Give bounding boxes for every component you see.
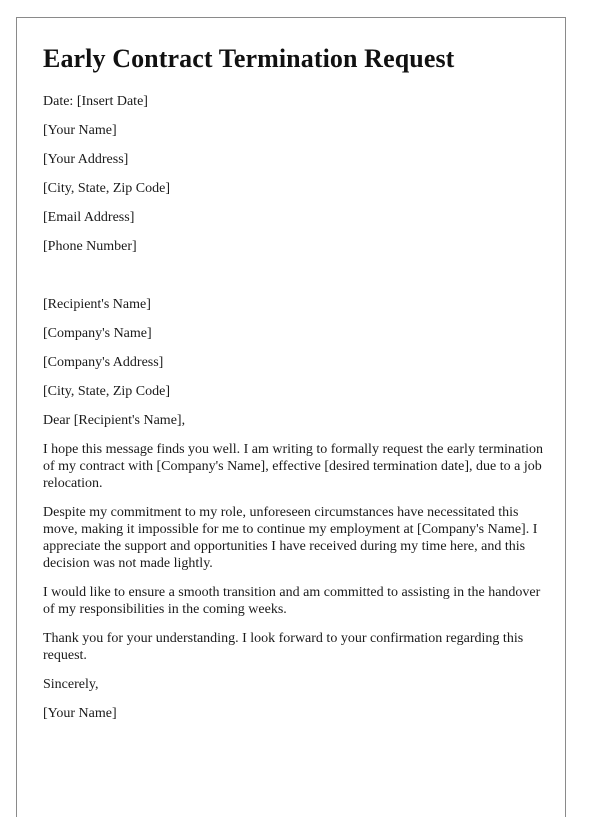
recipient-company-address: [Company's Address] — [43, 355, 164, 370]
closing: Sincerely, — [43, 677, 99, 692]
letter-page — [16, 17, 566, 817]
letter-body — [43, 441, 543, 664]
recipient-name: [Recipient's Name] — [43, 297, 151, 312]
letter-content — [43, 42, 543, 734]
body-paragraph-2: Despite my commitment to my role, unforeseen circumstances have necessitated this move, making it impossible for me to continue my employment at [Company's Name]. I appreciate the support and opportunities I have received during my time here, and this decision was not made lightly. — [43, 505, 538, 571]
body-paragraph-4: Thank you for your understanding. I look forward to your confirmation regarding this request. — [43, 631, 524, 663]
body-paragraph-3: I would like to ensure a smooth transition and am committed to assisting in the handover of my responsibilities in the coming weeks. — [43, 585, 541, 617]
date-line: Date: [Insert Date] — [43, 94, 148, 109]
spacer — [43, 267, 543, 296]
salutation: Dear [Recipient's Name], — [43, 413, 186, 428]
recipient-company: [Company's Name] — [43, 326, 152, 341]
body-paragraph-1: I hope this message finds you well. I am writing to formally request the early termination of my contract with [Company's Name], effective [desired termination date], due to a job relocation. — [43, 442, 543, 491]
sender-phone: [Phone Number] — [43, 239, 137, 254]
sender-city-state-zip: [City, State, Zip Code] — [43, 181, 171, 196]
sender-email: [Email Address] — [43, 210, 135, 225]
document-title: Early Contract Termination Request — [43, 44, 455, 73]
sender-block — [43, 122, 543, 267]
recipient-city-state-zip: [City, State, Zip Code] — [43, 384, 171, 399]
recipient-block — [43, 296, 543, 412]
sender-address: [Your Address] — [43, 152, 129, 167]
sender-name: [Your Name] — [43, 123, 117, 138]
signature: [Your Name] — [43, 706, 117, 721]
